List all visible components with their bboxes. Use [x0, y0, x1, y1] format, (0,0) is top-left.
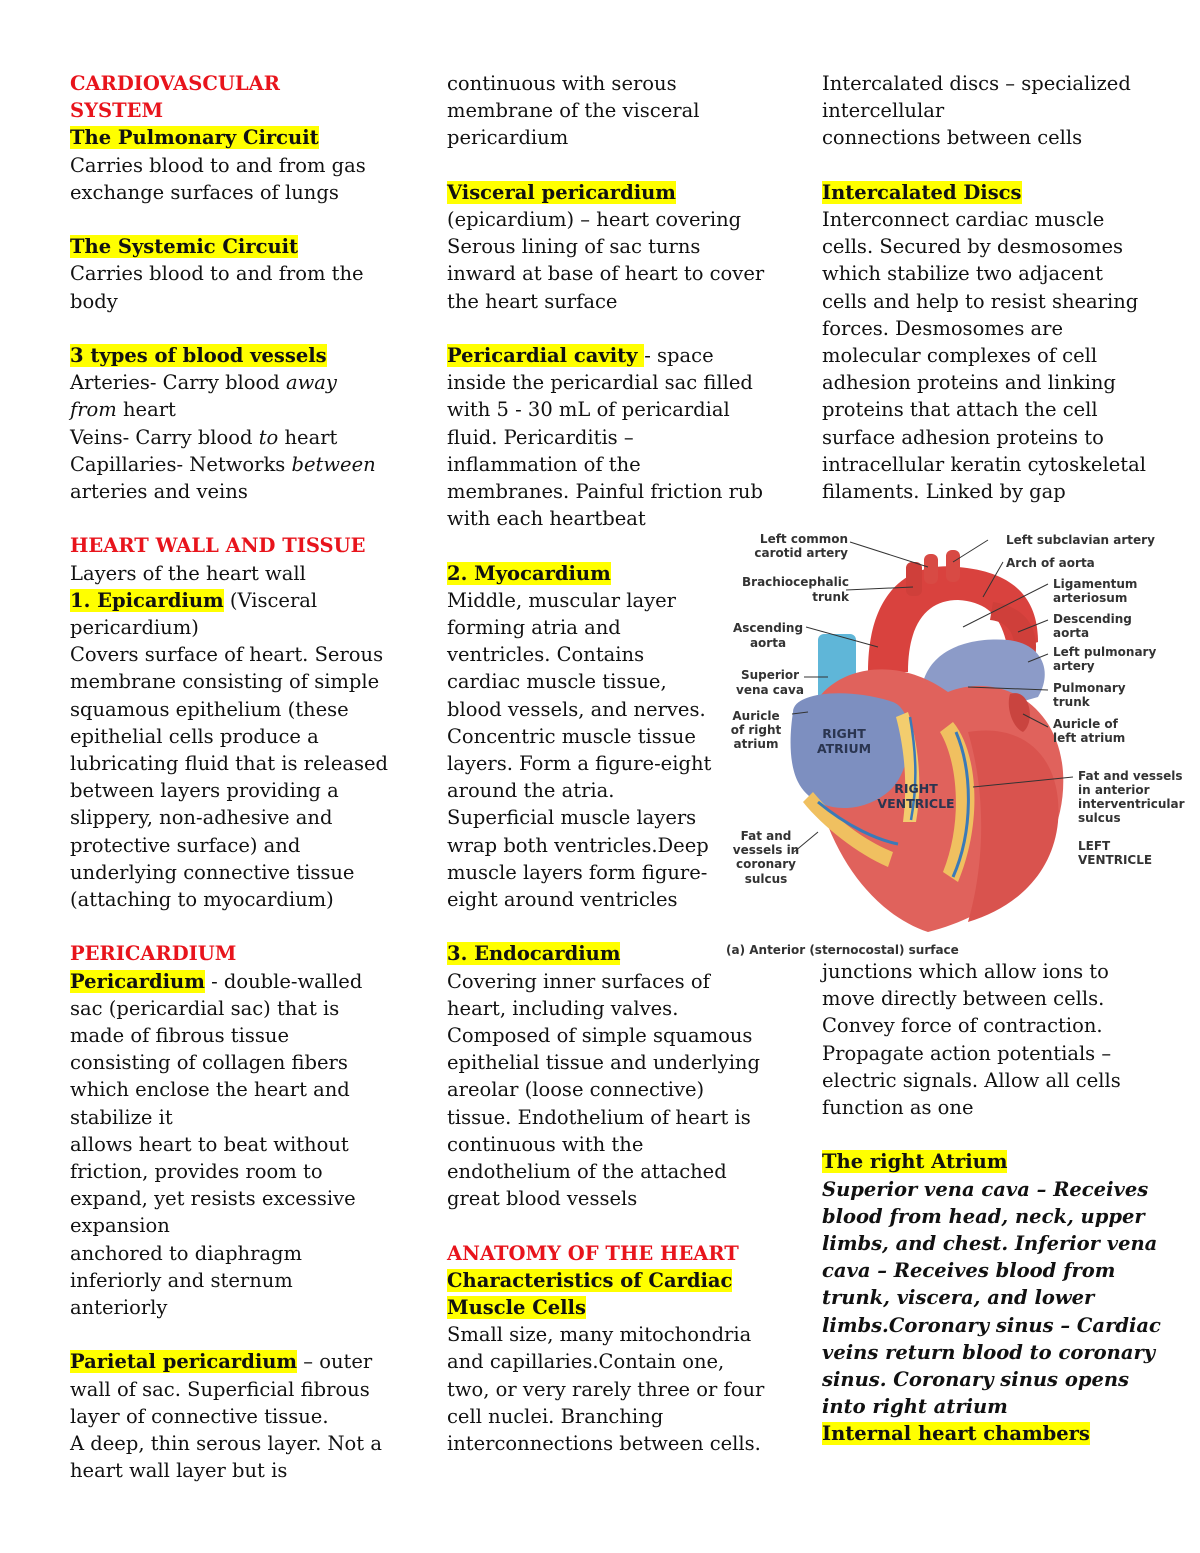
- highlighted-subheading: Parietal pericardium: [70, 1350, 298, 1374]
- paragraph-gap: [447, 1212, 777, 1239]
- body-text: - space: [644, 344, 714, 367]
- text-line: [822, 1094, 1152, 1121]
- body-text: stabilize it: [70, 1105, 173, 1129]
- text-line: [70, 832, 400, 859]
- text-line: [822, 1339, 1156, 1366]
- body-text: intercellular: [822, 99, 945, 123]
- text-line: [70, 260, 400, 287]
- bold-italic-text: limbs, and chest. Inferior vena: [822, 1232, 1158, 1256]
- body-text: Composed of simple squamous: [447, 1024, 753, 1048]
- body-text: epithelial cells produce a: [70, 724, 319, 748]
- text-line: [70, 777, 400, 804]
- text-line: [447, 342, 777, 369]
- paragraph-gap: [70, 913, 400, 940]
- body-text: Small size, many mitochondria: [447, 1323, 752, 1347]
- section-heading: PERICARDIUM: [70, 942, 237, 966]
- bold-italic-text: limbs.Coronary sinus – Cardiac: [822, 1313, 1161, 1337]
- body-text: epithelial tissue and underlying: [447, 1051, 760, 1075]
- text-line: [70, 1104, 400, 1131]
- body-text: forming atria and: [447, 616, 621, 640]
- body-text: Propagate action potentials –: [822, 1041, 1112, 1065]
- label-arch-of-aorta: Arch of aorta: [1006, 556, 1095, 570]
- body-text: expand, yet resists excessive: [70, 1187, 356, 1211]
- text-line: [70, 369, 400, 396]
- bold-italic-text: trunk, viscera, and lower: [822, 1286, 1095, 1310]
- text-line: [447, 1430, 777, 1457]
- brachiocephalic-trunk: [906, 562, 922, 596]
- label-fat-interventricular-sulcus: Fat and vessels in anterior interventricular sulcus: [1078, 769, 1185, 825]
- body-text: membrane consisting of simple: [70, 670, 380, 694]
- body-text: continuous with the: [447, 1132, 644, 1156]
- text-line: [447, 260, 777, 287]
- highlighted-subheading: The right Atrium: [822, 1150, 1008, 1174]
- paragraph-gap: [70, 206, 400, 233]
- bold-italic-text: sinus. Coronary sinus opens: [822, 1368, 1130, 1392]
- body-text: arteries and veins: [70, 480, 248, 504]
- text-line: [447, 1158, 777, 1185]
- text-line: [822, 1148, 1152, 1175]
- text-line: [447, 478, 777, 505]
- italic-text: to: [258, 425, 279, 449]
- body-text: Serous lining of sac turns: [447, 235, 701, 259]
- paragraph-gap: [447, 152, 777, 179]
- text-line: [822, 179, 1152, 206]
- text-line: [70, 532, 400, 559]
- highlighted-subheading: Pericardium: [70, 969, 205, 993]
- label-right-atrium: RIGHT ATRIUM: [816, 726, 872, 756]
- body-text: slippery, non-adhesive and: [70, 806, 333, 830]
- body-text: (Visceral: [223, 588, 318, 612]
- text-line: [822, 1366, 1152, 1393]
- body-text: endothelium of the attached: [447, 1160, 727, 1184]
- body-text: - double-walled: [204, 969, 363, 993]
- body-text: filaments. Linked by gap: [822, 480, 1066, 504]
- body-text: consisting of collagen fibers: [70, 1051, 348, 1075]
- text-line: [70, 288, 400, 315]
- body-text: Concentric muscle tissue: [447, 724, 696, 748]
- body-text: blood vessels, and nerves.: [447, 697, 706, 721]
- paragraph-gap: [70, 1321, 400, 1348]
- body-text: inside the pericardial sac filled: [447, 371, 753, 395]
- highlighted-subheading: Visceral pericardium: [447, 180, 676, 204]
- text-line: [447, 1240, 777, 1267]
- label-superior-vena-cava: Superior vena cava: [736, 668, 804, 697]
- text-line: [447, 1049, 777, 1076]
- body-text: (attaching to myocardium): [70, 888, 334, 912]
- body-text: Arteries- Carry blood: [70, 371, 286, 395]
- bold-italic-text: Superior vena cava – Receives: [822, 1177, 1149, 1201]
- body-text: protective surface) and: [70, 833, 301, 857]
- text-line: [70, 668, 400, 695]
- body-text: heart wall layer but is: [70, 1459, 288, 1483]
- text-line: [447, 369, 777, 396]
- body-text: pericardium): [70, 616, 199, 640]
- text-line: [70, 1049, 400, 1076]
- body-text: Veins- Carry blood: [70, 425, 259, 449]
- text-line: [447, 1131, 777, 1158]
- paragraph-gap: [447, 315, 777, 342]
- body-text: anchored to diaphragm: [70, 1241, 303, 1265]
- highlighted-subheading: Characteristics of Cardiac: [447, 1268, 733, 1292]
- text-line: [822, 1176, 1152, 1203]
- body-text: inflammation of the: [447, 452, 641, 476]
- body-text: Interconnect cardiac muscle: [822, 208, 1105, 231]
- text-line: [70, 968, 400, 995]
- text-line: [822, 342, 1152, 369]
- text-line: [822, 478, 1152, 505]
- text-line: [70, 1131, 400, 1158]
- text-line: [70, 587, 400, 614]
- text-line: [70, 342, 400, 369]
- italic-text: between: [291, 452, 376, 476]
- text-line: [70, 1185, 400, 1212]
- text-line: [447, 1185, 777, 1212]
- highlighted-subheading: 3. Endocardium: [447, 942, 621, 966]
- text-line: [822, 424, 1152, 451]
- paragraph-gap: [822, 152, 1152, 179]
- highlighted-subheading: Muscle Cells: [447, 1296, 586, 1320]
- text-line: [70, 424, 400, 451]
- text-line: [70, 1348, 400, 1375]
- text-line: [70, 179, 400, 206]
- body-text: – outer: [297, 1350, 373, 1374]
- bold-italic-text: cava – Receives blood from: [822, 1259, 1116, 1283]
- text-line: [447, 1076, 777, 1103]
- body-text: which enclose the heart and: [70, 1078, 350, 1102]
- text-line: [447, 70, 777, 97]
- heart-anatomy-figure: [718, 522, 1200, 962]
- text-line: [70, 1158, 400, 1185]
- body-text: surface adhesion proteins to: [822, 425, 1104, 449]
- body-text: and capillaries.Contain one,: [447, 1350, 725, 1374]
- text-line: [822, 124, 1152, 151]
- text-line: [447, 1267, 777, 1294]
- text-line: [822, 288, 1152, 315]
- text-line: [447, 179, 777, 206]
- text-line: [822, 958, 1152, 985]
- text-line: [70, 1076, 400, 1103]
- bold-italic-text: into right atrium: [822, 1395, 1008, 1419]
- body-text: the heart surface: [447, 289, 618, 313]
- body-text: muscle layers form figure-: [447, 860, 708, 884]
- label-ligamentum-arteriosum: Ligamentum arteriosum: [1053, 577, 1138, 605]
- section-heading: CARDIOVASCULAR: [70, 72, 280, 95]
- body-text: (epicardium) – heart covering: [447, 208, 742, 231]
- body-text: function as one: [822, 1096, 974, 1120]
- text-line: [822, 369, 1152, 396]
- label-left-common-carotid: Left common carotid artery: [754, 532, 848, 560]
- highlighted-subheading: Pericardial cavity: [447, 344, 645, 367]
- body-text: Capillaries- Networks: [70, 452, 292, 476]
- body-text: sac (pericardial sac) that is: [70, 996, 340, 1020]
- text-line: [822, 396, 1152, 423]
- text-line: [822, 1420, 1152, 1447]
- body-text: cardiac muscle tissue,: [447, 670, 667, 694]
- text-line: [70, 478, 400, 505]
- body-text: intracellular keratin cytoskeletal: [822, 452, 1146, 476]
- body-text: wrap both ventricles.Deep: [447, 833, 709, 857]
- highlighted-subheading: 2. Myocardium: [447, 561, 611, 585]
- paragraph-gap: [70, 505, 400, 532]
- highlighted-subheading: Intercalated Discs: [822, 180, 1022, 204]
- text-line: [447, 995, 777, 1022]
- italic-text: away: [285, 371, 337, 395]
- text-line: [70, 723, 400, 750]
- highlighted-subheading: The Systemic Circuit: [70, 235, 299, 259]
- body-text: fluid. Pericarditis –: [447, 425, 634, 449]
- section-heading: SYSTEM: [70, 99, 164, 123]
- text-line: [822, 1393, 1152, 1420]
- body-text: cells. Secured by desmosomes: [822, 235, 1124, 259]
- body-text: wall of sac. Superficial fibrous: [70, 1377, 370, 1401]
- body-text: inferiorly and sternum: [70, 1268, 293, 1292]
- body-text: body: [70, 289, 118, 313]
- body-text: move directly between cells.: [822, 987, 1105, 1011]
- text-column-3-bottom: [822, 958, 1161, 1448]
- body-text: which stabilize two adjacent: [822, 262, 1103, 286]
- bold-italic-text: veins return blood to coronary: [822, 1340, 1156, 1364]
- text-line: [70, 152, 400, 179]
- label-auricle-right-atrium: Auricle of right atrium: [730, 709, 782, 751]
- text-line: [70, 1240, 400, 1267]
- body-text: Convey force of contraction.: [822, 1014, 1103, 1038]
- body-text: heart: [278, 425, 338, 449]
- body-text: Superficial muscle layers: [447, 806, 697, 830]
- body-text: heart, including valves.: [447, 996, 679, 1020]
- body-text: A deep, thin serous layer. Not a: [70, 1432, 382, 1456]
- text-line: [70, 859, 400, 886]
- text-line: [822, 315, 1152, 342]
- body-text: expansion: [70, 1214, 170, 1238]
- italic-text: from: [70, 398, 117, 422]
- section-heading: ANATOMY OF THE HEART: [447, 1241, 739, 1265]
- body-text: Middle, muscular layer: [447, 588, 677, 612]
- text-line: [70, 641, 400, 668]
- body-text: ventricles. Contains: [447, 643, 645, 667]
- text-line: [70, 451, 400, 478]
- text-line: [70, 1022, 400, 1049]
- body-text: electric signals. Allow all cells: [822, 1068, 1121, 1092]
- label-ascending-aorta: Ascending aorta: [732, 621, 804, 650]
- text-line: [447, 1348, 777, 1375]
- text-line: [70, 1403, 400, 1430]
- text-line: [447, 206, 777, 233]
- text-line: [822, 1230, 1158, 1257]
- text-line: [822, 1012, 1152, 1039]
- label-brachiocephalic: Brachiocephalic trunk: [742, 575, 849, 604]
- text-line: [70, 124, 400, 151]
- text-line: [447, 233, 777, 260]
- text-line: [70, 1294, 400, 1321]
- text-line: [447, 288, 777, 315]
- body-text: between layers providing a: [70, 779, 339, 803]
- body-text: eight around ventricles: [447, 888, 678, 912]
- text-line: [447, 1022, 777, 1049]
- body-text: Intercalated discs – specialized: [822, 72, 1131, 95]
- text-line: [70, 97, 400, 124]
- highlighted-subheading: The Pulmonary Circuit: [70, 126, 319, 150]
- body-text: underlying connective tissue: [70, 860, 355, 884]
- body-text: cell nuclei. Branching: [447, 1404, 664, 1428]
- text-line: [447, 968, 777, 995]
- text-line: [822, 985, 1152, 1012]
- text-line: [70, 886, 400, 913]
- text-line: [447, 396, 777, 423]
- label-descending-aorta: Descending aorta: [1053, 612, 1132, 640]
- text-line: [447, 124, 777, 151]
- label-fat-coronary-sulcus: Fat and vessels in coronary sulcus: [732, 829, 800, 886]
- body-text: proteins that attach the cell: [822, 398, 1098, 422]
- text-line: [822, 1257, 1152, 1284]
- body-text: molecular complexes of cell: [822, 344, 1098, 368]
- body-text: anteriorly: [70, 1296, 168, 1320]
- text-line: [70, 1457, 400, 1484]
- body-text: pericardium: [447, 126, 569, 150]
- body-text: Covering inner surfaces of: [447, 969, 710, 993]
- label-left-subclavian: Left subclavian artery: [1006, 533, 1155, 547]
- text-line: [822, 70, 1152, 97]
- section-heading: HEART WALL AND TISSUE: [70, 534, 366, 558]
- body-text: Covers surface of heart. Serous: [70, 643, 384, 667]
- text-line: [447, 1321, 777, 1348]
- text-column-1: [70, 70, 400, 1484]
- body-text: with 5 - 30 mL of pericardial: [447, 398, 730, 422]
- text-line: [447, 1403, 777, 1430]
- body-text: connections between cells: [822, 126, 1083, 150]
- text-line: [822, 1040, 1152, 1067]
- bold-italic-text: blood from head, neck, upper: [822, 1204, 1145, 1228]
- body-text: Carries blood to and from gas: [70, 153, 366, 177]
- text-line: [70, 233, 400, 260]
- text-line: [447, 451, 777, 478]
- text-line: [70, 1212, 400, 1239]
- body-text: cells and help to resist shearing: [822, 289, 1139, 313]
- text-line: [70, 940, 400, 967]
- text-line: [70, 696, 400, 723]
- body-text: allows heart to beat without: [70, 1132, 349, 1156]
- body-text: heart: [116, 398, 176, 422]
- text-line: [822, 1312, 1161, 1339]
- text-line: [70, 560, 400, 587]
- body-text: continuous with serous: [447, 72, 677, 95]
- body-text: with each heartbeat: [447, 507, 646, 531]
- body-text: Carries blood to and from the: [70, 262, 364, 286]
- body-text: tissue. Endothelium of heart is: [447, 1105, 751, 1129]
- body-text: adhesion proteins and linking: [822, 371, 1116, 395]
- highlighted-subheading: 3 types of blood vessels: [70, 344, 327, 367]
- text-line: [822, 451, 1152, 478]
- body-text: layer of connective tissue.: [70, 1404, 329, 1428]
- text-line: [822, 206, 1152, 233]
- body-text: membrane of the visceral: [447, 99, 700, 123]
- body-text: exchange surfaces of lungs: [70, 180, 339, 204]
- body-text: areolar (loose connective): [447, 1078, 705, 1102]
- body-text: two, or very rarely three or four: [447, 1377, 765, 1401]
- text-line: [70, 1376, 400, 1403]
- heart-illustration: [718, 522, 1200, 962]
- highlighted-subheading: 1. Epicardium: [70, 588, 224, 612]
- text-line: [447, 424, 777, 451]
- body-text: lubricating fluid that is released: [70, 752, 388, 776]
- body-text: great blood vessels: [447, 1187, 638, 1211]
- label-left-ventricle: LEFT VENTRICLE: [1078, 839, 1153, 867]
- text-column-3-top: [822, 70, 1152, 505]
- left-subclavian: [946, 550, 960, 582]
- body-text: squamous epithelium (these: [70, 697, 349, 721]
- body-text: interconnections between cells.: [447, 1432, 761, 1456]
- body-text: forces. Desmosomes are: [822, 316, 1064, 340]
- text-line: [447, 1104, 777, 1131]
- figure-caption: (a) Anterior (sternocostal) surface: [726, 943, 959, 957]
- text-line: [822, 1284, 1152, 1311]
- paragraph-gap: [822, 1121, 1152, 1148]
- text-line: [822, 233, 1152, 260]
- text-line: [70, 750, 400, 777]
- text-line: [447, 1376, 777, 1403]
- text-line: [822, 1067, 1152, 1094]
- body-text: Layers of the heart wall: [70, 561, 306, 585]
- body-text: layers. Form a figure-eight: [447, 752, 712, 776]
- text-line: [822, 97, 1152, 124]
- text-line: [70, 70, 400, 97]
- text-line: [70, 614, 400, 641]
- highlighted-subheading: Internal heart chambers: [822, 1422, 1090, 1446]
- text-line: [822, 260, 1152, 287]
- text-line: [70, 1430, 400, 1457]
- body-text: made of fibrous tissue: [70, 1024, 289, 1048]
- label-auricle-left-atrium: Auricle of left atrium: [1053, 717, 1126, 745]
- body-text: around the atria.: [447, 779, 615, 803]
- text-line: [70, 396, 400, 423]
- body-text: junctions which allow ions to: [822, 960, 1109, 983]
- body-text: membranes. Painful friction rub: [447, 480, 763, 504]
- label-left-pulmonary-artery: Left pulmonary artery: [1053, 645, 1157, 673]
- text-line: [447, 1294, 777, 1321]
- body-text: inward at base of heart to cover: [447, 262, 765, 286]
- body-text: friction, provides room to: [70, 1160, 323, 1184]
- text-line: [70, 1267, 400, 1294]
- text-line: [447, 97, 777, 124]
- paragraph-gap: [70, 315, 400, 342]
- label-pulmonary-trunk: Pulmonary trunk: [1053, 681, 1126, 709]
- text-line: [822, 1203, 1152, 1230]
- text-line: [70, 995, 400, 1022]
- left-common-carotid: [924, 554, 938, 584]
- text-line: [70, 804, 400, 831]
- label-right-ventricle: RIGHT VENTRICLE: [877, 781, 955, 811]
